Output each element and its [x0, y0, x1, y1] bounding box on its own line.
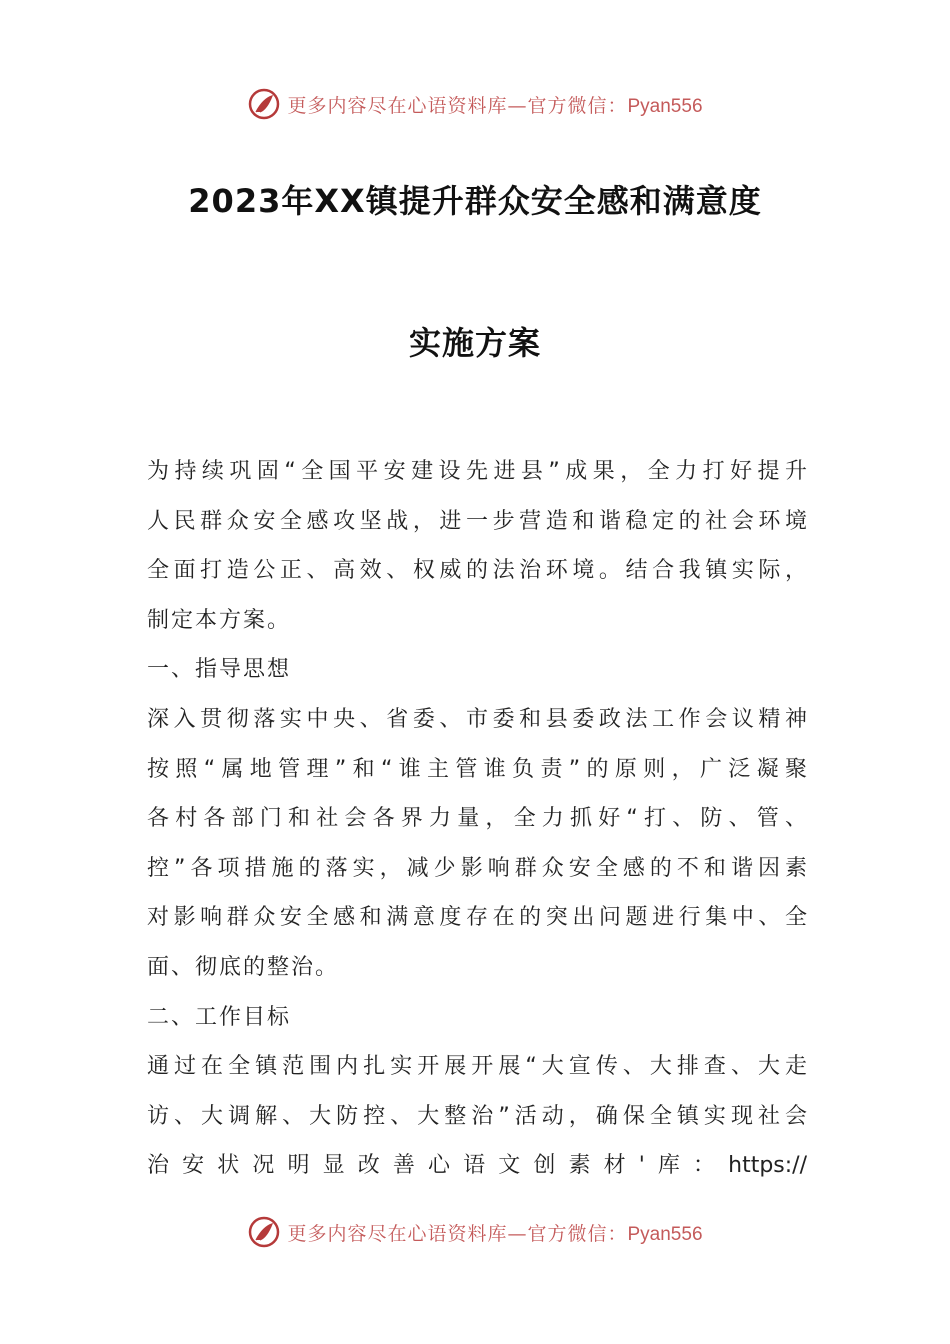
quill-logo-icon — [247, 1215, 281, 1249]
footer-watermark — [0, 1212, 950, 1252]
quill-logo-icon — [247, 87, 281, 121]
header-watermark — [0, 84, 950, 124]
body-line: 控”各项措施的落实，减少影响群众安全感的不和谐因素 — [147, 855, 807, 881]
watermark-text: 更多内容尽在心语资料库—官方微信：Pyan556 — [287, 1222, 703, 1245]
body-line: 人民群众安全感攻坚战，进一步营造和谐稳定的社会环境 — [147, 508, 807, 534]
document-title-line-2: 实施方案 — [408, 324, 541, 362]
body-line: 通过在全镇范围内扎实开展开展“大宣传、大排查、大走 — [147, 1054, 807, 1080]
body-line: 访、大调解、大防控、大整治”活动，确保全镇实现社会 — [147, 1103, 807, 1129]
body-line: 面、彻底的整治。 — [147, 954, 340, 980]
body-line: 各村各部门和社会各界力量，全力抓好“打、防、管、 — [147, 806, 807, 832]
section-heading: 一、指导思想 — [147, 657, 292, 683]
body-line: 全面打造公正、高效、权威的法治环境。结合我镇实际， — [147, 558, 807, 584]
body-line: 按照“属地管理”和“谁主管谁负责”的原则，广泛凝聚 — [147, 756, 807, 782]
body-line: 治安状况明显改善心语文创素材'库：https:// — [147, 1153, 807, 1179]
document-title-line-1: 2023年XX镇提升群众安全感和满意度 — [188, 182, 762, 220]
body-line: 深入贯彻落实中央、省委、市委和县委政法工作会议精神 — [147, 706, 807, 732]
body-line: 为持续巩固“全国平安建设先进县”成果，全力打好提升 — [147, 459, 807, 484]
body-line: 制定本方案。 — [147, 607, 292, 633]
body-line: 对影响群众安全感和满意度存在的突出问题进行集中、全 — [147, 905, 807, 931]
document-body — [147, 447, 807, 1191]
watermark-text: 更多内容尽在心语资料库—官方微信：Pyan556 — [287, 94, 703, 117]
section-heading: 二、工作目标 — [147, 1004, 292, 1030]
